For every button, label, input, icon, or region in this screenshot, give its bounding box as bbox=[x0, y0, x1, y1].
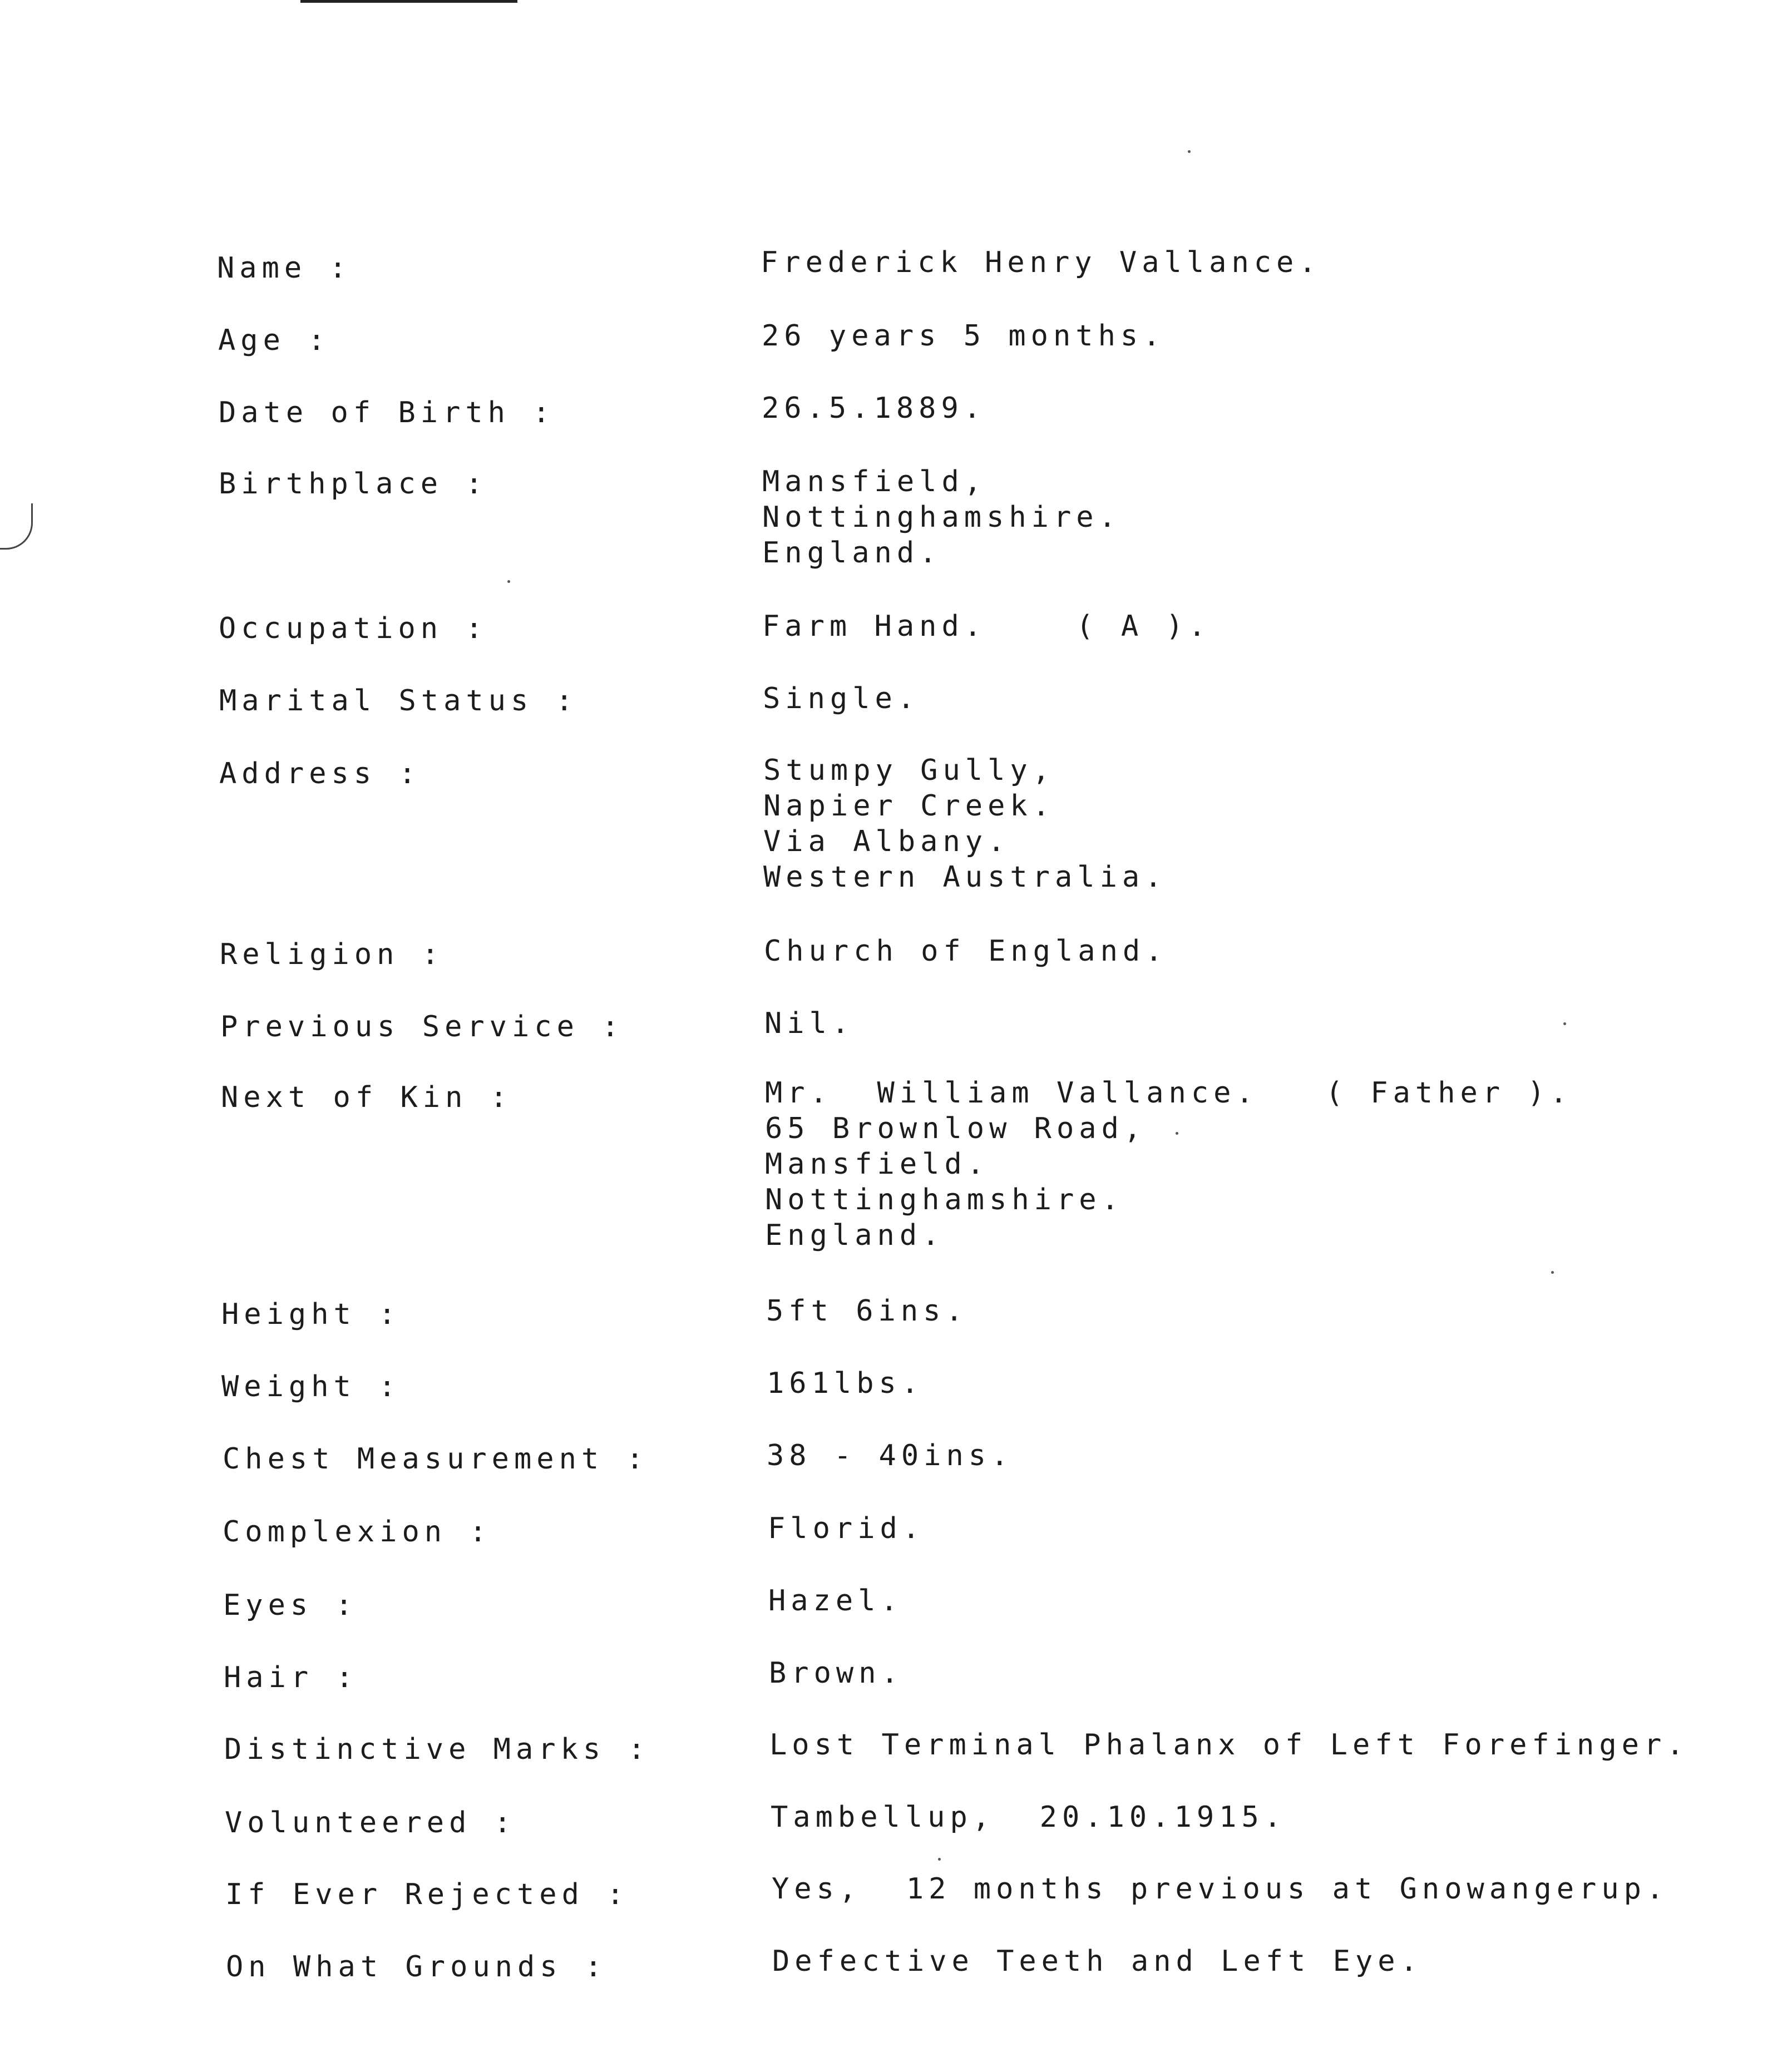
value-line: Mr. William Vallance. ( Father ). bbox=[765, 1076, 1573, 1110]
value-line: 65 Brownlow Road, bbox=[765, 1112, 1147, 1145]
field-value bbox=[771, 1799, 1286, 1835]
field-label: Height : bbox=[221, 1298, 401, 1331]
field-label: Eyes : bbox=[223, 1589, 358, 1622]
field-value bbox=[768, 1511, 925, 1546]
value-line: Mansfield. bbox=[765, 1148, 990, 1181]
field-label: Distinctive Marks : bbox=[224, 1733, 650, 1766]
field-label: Religion : bbox=[220, 938, 445, 971]
field-value bbox=[761, 245, 1321, 280]
value-line: Single. bbox=[763, 682, 920, 715]
field-label: Chest Measurement : bbox=[223, 1442, 649, 1476]
value-line: Defective Teeth and Left Eye. bbox=[772, 1945, 1423, 1978]
value-line: Frederick Henry Vallance. bbox=[761, 246, 1321, 279]
field-value bbox=[766, 1293, 968, 1329]
field-value bbox=[764, 933, 1168, 969]
field-label: Weight : bbox=[221, 1370, 401, 1403]
field-label: On What Grounds : bbox=[226, 1950, 608, 1984]
value-line: Farm Hand. ( A ). bbox=[762, 610, 1211, 643]
value-line: England. bbox=[762, 536, 942, 570]
value-line: Nil. bbox=[764, 1007, 855, 1040]
value-line: Western Australia. bbox=[763, 861, 1167, 894]
field-value bbox=[772, 1944, 1423, 1979]
field-label: Previous Service : bbox=[220, 1010, 624, 1044]
field-label: Marital Status : bbox=[219, 684, 578, 718]
value-line: 26.5.1889. bbox=[762, 392, 986, 425]
value-line: Florid. bbox=[768, 1512, 925, 1545]
value-line: Nottinghamshire. bbox=[765, 1183, 1124, 1217]
field-value bbox=[764, 1006, 854, 1041]
value-line: Hazel. bbox=[768, 1584, 903, 1618]
field-value bbox=[769, 1727, 1689, 1763]
field-label: Occupation : bbox=[219, 612, 488, 645]
field-label: If Ever Rejected : bbox=[225, 1878, 629, 1911]
value-line: Lost Terminal Phalanx of Left Forefinger. bbox=[769, 1728, 1689, 1762]
value-line: 5ft 6ins. bbox=[766, 1294, 968, 1328]
field-label: Address : bbox=[219, 757, 421, 790]
value-line: Napier Creek. bbox=[763, 789, 1055, 823]
value-line: England. bbox=[765, 1219, 945, 1252]
field-label: Hair : bbox=[224, 1661, 358, 1694]
value-line: Brown. bbox=[769, 1656, 904, 1690]
field-value bbox=[765, 1075, 1572, 1253]
field-value bbox=[768, 1583, 903, 1619]
field-value bbox=[763, 681, 920, 716]
value-line: Yes, 12 months previous at Gnowangerup. bbox=[772, 1872, 1669, 1906]
field-value bbox=[762, 318, 1166, 354]
field-value bbox=[763, 753, 1167, 895]
field-value bbox=[772, 1871, 1668, 1907]
field-label: Name : bbox=[217, 251, 352, 285]
field-value bbox=[767, 1438, 1013, 1473]
field-label: Date of Birth : bbox=[219, 396, 555, 429]
field-value bbox=[762, 464, 1121, 571]
field-value bbox=[762, 390, 986, 426]
field-label: Age : bbox=[218, 324, 330, 357]
value-line: 26 years 5 months. bbox=[762, 319, 1166, 353]
value-line: 161lbs. bbox=[767, 1367, 924, 1400]
value-line: Tambellup, 20.10.1915. bbox=[771, 1801, 1287, 1834]
value-line: Stumpy Gully, bbox=[763, 754, 1055, 787]
field-label: Complexion : bbox=[223, 1515, 492, 1549]
field-label: Birthplace : bbox=[219, 467, 488, 501]
value-line: Via Albany. bbox=[763, 825, 1010, 858]
value-line: Church of England. bbox=[764, 934, 1168, 968]
value-line: 38 - 40ins. bbox=[767, 1439, 1014, 1472]
value-line: Nottinghamshire. bbox=[762, 501, 1121, 534]
field-value bbox=[767, 1366, 924, 1401]
field-label: Next of Kin : bbox=[221, 1081, 512, 1114]
field-value bbox=[762, 609, 1211, 644]
field-value bbox=[769, 1655, 904, 1691]
field-label: Volunteered : bbox=[225, 1806, 516, 1839]
value-line: Mansfield, bbox=[762, 465, 987, 498]
